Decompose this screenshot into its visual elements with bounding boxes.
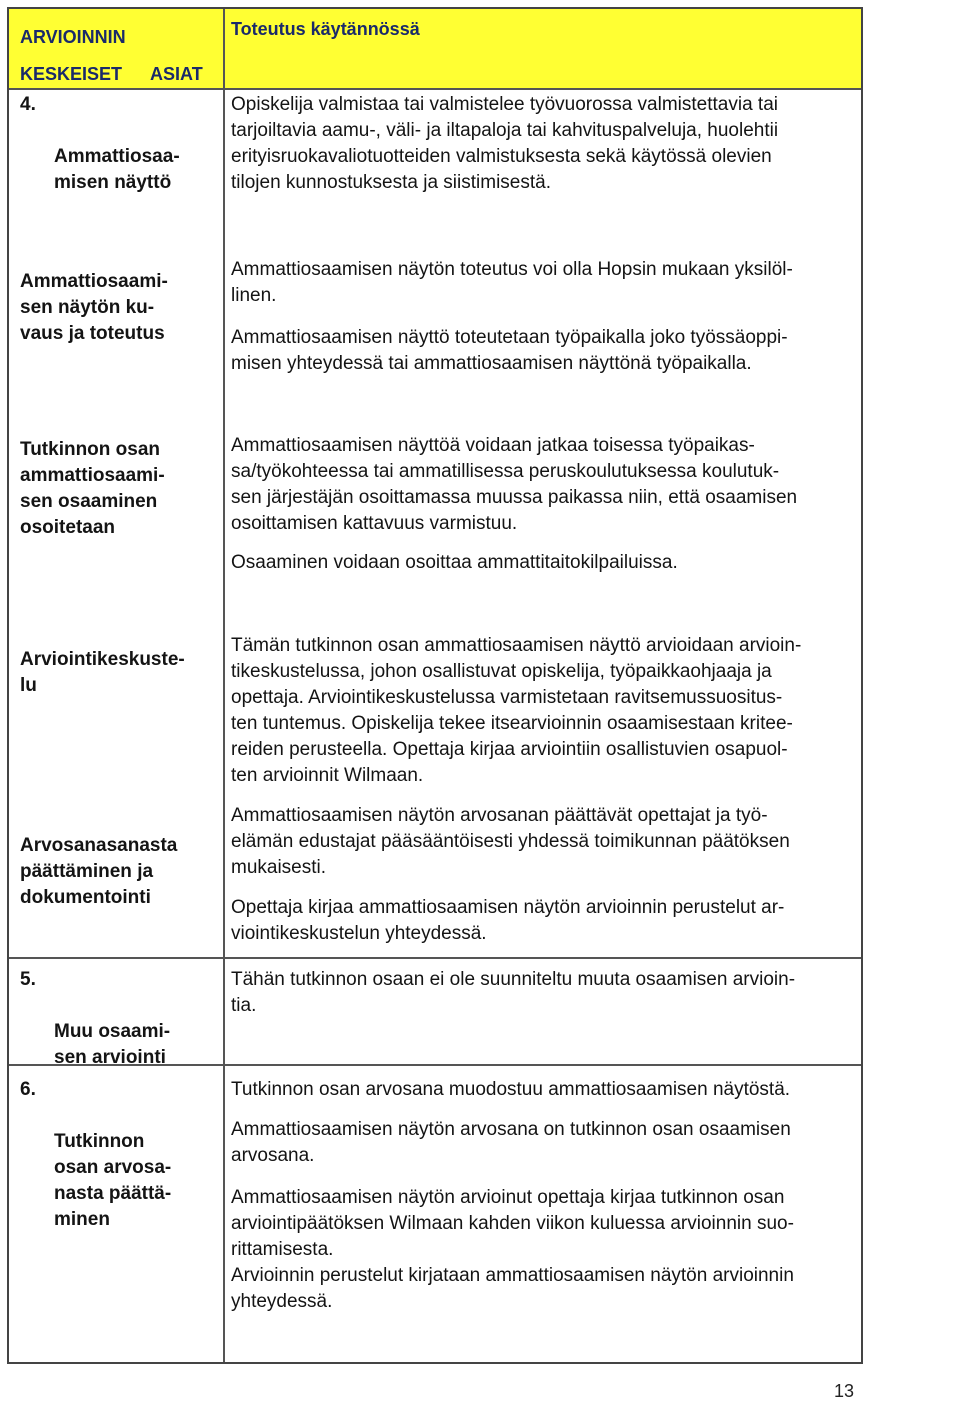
header-col1-word1: KESKEISET <box>20 64 123 84</box>
row-label-demonstration <box>20 92 249 196</box>
row-label-assessment-discussion: Arviointikeskuste- lu <box>20 649 185 696</box>
row-text-assessment-a: Tämän tutkinnon osan ammattiosaamisen näyttö arvioidaan arvioin- tikeskustelussa, johon osallistuvat opiskelija, työpaikkaohjaaja ja opettaja. Arviointikeskustelussa varmistetaan ravitsemussuositus- ten tuntemus. Opiskelija tekee itsearvioinnin osaamisestaan kritee- reiden perusteella. Opettaja kirjaa arviointiin osallistuvien osapuol- ten arvioinnit Wilmaan. <box>231 635 802 786</box>
row-text-description-b: Ammattiosaamisen näyttö toteutetaan työpaikalla joko työssäoppi- misen yhteydessä tai ammattiosaamisen näyttönä työpaikalla. <box>231 327 788 374</box>
row-label-grading-documentation: Arvosanasanasta päättäminen ja dokumentointi <box>20 835 178 908</box>
row-text-grade-c: Ammattiosaamisen näytön arvioinut opettaja kirjaa tutkinnon osan arviointipäätöksen Wilmaan kahden viikon kuluessa arvioinnin suo- rittamisesta. Arvioinnin perustelut kirjataan ammattiosaamisen näytön arvioinnin yhteydessä. <box>231 1187 794 1312</box>
row-text-grade-b: Ammattiosaamisen näytön arvosana on tutkinnon osan osaamisen arvosana. <box>231 1119 791 1166</box>
row-text-other-assessment: Tähän tutkinnon osaan ei ole suunniteltu muuta osaamisen arvioin- tia. <box>231 969 796 1016</box>
header-col1-line1: ARVIOINNIN <box>20 27 126 47</box>
row-number: 6. <box>20 1079 36 1100</box>
row-text-demonstration: Opiskelija valmistaa tai valmistelee työvuorossa valmistettavia tai tarjoiltavia aamu-, väli- ja iltapaloja tai kahvituspalveluja, huolehtii erityisruokavaliotuotteiden valmistuksesta sekä käytössä olevien tilojen kunnostuksesta ja siistimisestä. <box>231 94 779 193</box>
row-label-shown: Tutkinnon osan ammattiosaami- sen osaaminen osoitetaan <box>20 439 165 538</box>
row-label-other-assessment <box>20 967 249 1071</box>
row-text-assessment-c: Opettaja kirjaa ammattiosaamisen näytön arvioinnin perustelut ar- viointikeskustelun yhteydessä. <box>231 897 785 944</box>
row-text-description-a: Ammattiosaamisen näytön toteutus voi olla Hopsin mukaan yksilöl- linen. <box>231 259 793 306</box>
header-col1-word2: ASIAT <box>150 64 203 84</box>
row-text-shown-a: Ammattiosaamisen näyttöä voidaan jatkaa toisessa työpaikas- sa/työkohteessa tai ammatillisessa peruskoulutuksessa koulutuk- sen järjestäjän osoittamassa muussa paikassa niin, että osaamisen osoittamisen kattavuus varmistuu. <box>231 435 798 534</box>
divider <box>9 957 861 959</box>
row-text-assessment-b: Ammattiosaamisen näytön arvosanan päättävät opettajat ja työ- elämän edustajat pääsääntöisesti yhdessä toimikunnan päätöksen mukaisesti. <box>231 805 790 878</box>
header-col-implementation: Toteutus käytännössä <box>231 19 420 39</box>
row-text-shown-b: Osaaminen voidaan osoittaa ammattitaitokilpailuissa. <box>231 552 678 573</box>
row-label-text: Ammattiosaa- misen näyttö <box>54 146 180 193</box>
row-label-description: Ammattiosaami- sen näytön ku- vaus ja toteutus <box>20 271 168 344</box>
page-number: 13 <box>833 1381 854 1401</box>
row-label-text: Muu osaami- sen arviointi <box>54 1021 171 1068</box>
divider <box>9 88 861 90</box>
table-header <box>9 9 861 88</box>
header-col-assessment <box>20 19 203 93</box>
row-text-grade-a: Tutkinnon osan arvosana muodostuu ammattiosaamisen näytöstä. <box>231 1079 791 1100</box>
row-label-text: Tutkinnon osan arvosa- nasta päättä- minen <box>54 1131 172 1230</box>
row-number: 5. <box>20 969 36 990</box>
row-label-grade-decision <box>20 1077 249 1233</box>
row-number: 4. <box>20 94 36 115</box>
assessment-table <box>7 7 863 1364</box>
